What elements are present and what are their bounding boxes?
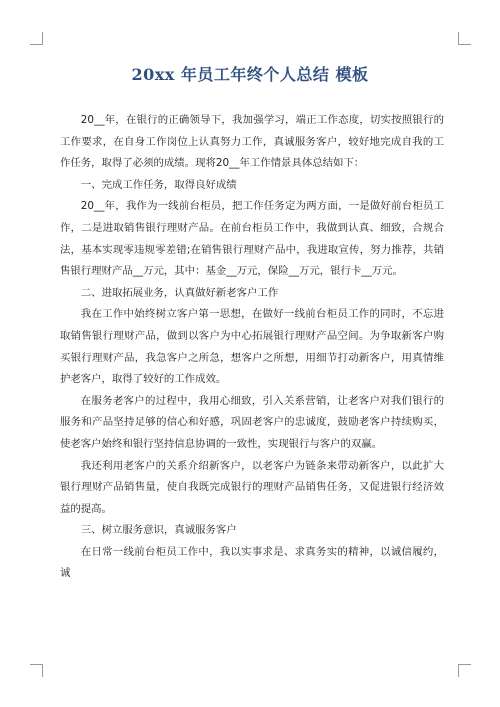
section-heading-3: 三、树立服务意识，真诚服务客户 <box>80 524 237 537</box>
title-text: 年员工年终个人总结 模板 <box>180 65 369 84</box>
title-year: 20xx <box>131 65 175 84</box>
crop-mark-top-right <box>458 32 471 45</box>
paragraph-3: 在服务老客户的过程中，我用心细致，引入关系营销，让老客户对我们银行的服务和产品坚持足够的信心和好感，巩固老客户的忠诚度，鼓励老客户持续购买，使老客户始终和银行坚持信息协调的一致性，实现银行与客户的双赢。 <box>60 394 444 450</box>
paragraph-1: 20__年，我作为一线前台柜员，把工作任务定为两方面，一是做好前台柜员工作，二是进取销售银行理财产品。在前台柜员工作中，我做到认真、细致，合规合法，基本实现零违规零差错;在销售银行理财产品中，我进取宣传，努力推荐，共销售银行理财产品__万元，其中：基金__万元，保险__万元，银行卡__万元。 <box>60 200 444 278</box>
document-title <box>0 62 500 85</box>
document-body <box>60 110 444 585</box>
section-heading-2: 二、进取拓展业务，认真做好新老客户工作 <box>80 286 279 299</box>
crop-mark-top-left <box>30 32 43 45</box>
paragraph-5: 在日常一线前台柜员工作中，我以实事求是、求真务实的精神，以诚信履约，诚 <box>60 545 444 580</box>
crop-mark-bottom-right <box>458 664 471 677</box>
paragraph-2: 我在工作中始终树立客户第一思想，在做好一线前台柜员工作的同时，不忘进取销售银行理财产品，做到以客户为中心拓展银行理财产品空间。为争取新客户购买银行理财产品，我急客户之所急，想客户之所想，用细节打动新客户，用真情维护老客户，取得了较好的工作成效。 <box>60 308 444 386</box>
section-heading-1: 一、完成工作任务，取得良好成绩 <box>80 178 237 191</box>
paragraph-intro: 20__年，在银行的正确领导下，我加强学习，端正工作态度，切实按照银行的工作要求，在自身工作岗位上认真努力工作，真诚服务客户，较好地完成自我的工作任务，取得了必须的成绩。现将20__年工作情景具体总结如下： <box>60 114 444 170</box>
crop-mark-bottom-left <box>30 664 43 677</box>
paragraph-4: 我还利用老客户的关系介绍新客户，以老客户为链条来带动新客户，以此扩大银行理财产品销售量，使自我既完成银行的理财产品销售任务，又促进银行经济效益的提高。 <box>60 459 444 515</box>
